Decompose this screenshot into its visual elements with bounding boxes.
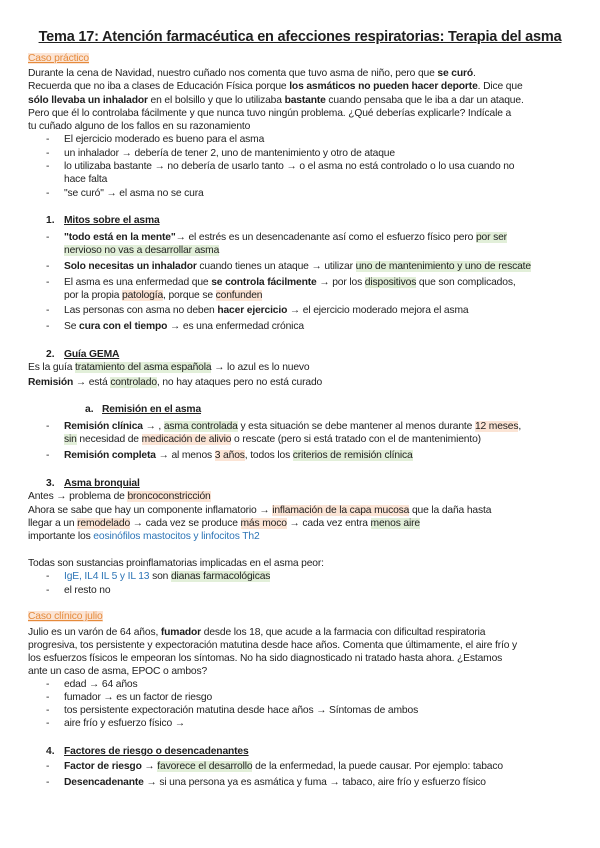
bullet-dash: - (46, 705, 50, 716)
list-item: edad → 64 años (64, 679, 138, 690)
bullet-dash: - (46, 450, 50, 461)
paragraph-line: importante los eosinófilos mastocitos y linfocitos Th2 (28, 531, 260, 542)
bullet-dash: - (46, 692, 50, 703)
bullet-dash: - (46, 679, 50, 690)
paragraph-line: Ahora se sabe que hay un componente inflamatorio → inflamación de la capa mucosa que la daña hasta (28, 505, 492, 516)
paragraph-line: ante un caso de asma, EPOC o ambos? (28, 666, 208, 677)
bullet-dash: - (46, 134, 50, 145)
subsection-letter: a. (85, 404, 94, 415)
paragraph-line: Durante la cena de Navidad, nuestro cuñado nos comenta que tuvo asma de niño, pero que se curó. (28, 68, 476, 79)
section-number: 1. (46, 215, 55, 226)
list-item: Solo necesitas un inhalador cuando tienes un ataque → utilizar uno de mantenimiento y uno de rescate (64, 261, 531, 272)
section-heading-guia-gema: Guía GEMA (64, 349, 120, 360)
list-item: El ejercicio moderado es bueno para el asma (64, 134, 265, 145)
list-item-continuation: nervioso no vas a desarrollar asma (64, 245, 220, 256)
paragraph-line: los esfuerzos físicos le empeoran los síntomas. No ha sido diagnosticado ni tratado hasta ahora. ¿Estamos (28, 653, 503, 664)
page-title: Tema 17: Atención farmacéutica en afecciones respiratorias: Terapia del asma (38, 29, 562, 45)
list-item: Factor de riesgo → favorece el desarrollo de la enfermedad, la puede causar. Por ejemplo: tabaco (64, 761, 503, 772)
section-heading-asma-bronquial: Asma bronquial (64, 478, 140, 489)
list-item: Las personas con asma no deben hacer ejercicio → el ejercicio moderado mejora el asma (64, 305, 469, 316)
paragraph-line: Todas son sustancias proinflamatorias implicadas en el asma peor: (28, 558, 324, 569)
list-item-continuation: por la propia patología, porque se confunden (64, 290, 263, 301)
paragraph-line: tu cuñado alguno de los fallos en su razonamiento (28, 121, 251, 132)
section-number: 4. (46, 746, 55, 757)
list-item: un inhalador → debería de tener 2, uno de mantenimiento y otro de ataque (64, 148, 395, 159)
section-heading-factores: Factores de riesgo o desencadenantes (64, 746, 249, 757)
list-item: "se curó" → el asma no se cura (64, 188, 204, 199)
list-item: "todo está en la mente"→ el estrés es un desencadenante así como el esfuerzo físico pero por ser (64, 232, 507, 243)
bullet-dash: - (46, 761, 50, 772)
bullet-dash: - (46, 718, 50, 729)
list-item: El asma es una enfermedad que se controla fácilmente → por los dispositivos que son complicados, (64, 277, 516, 288)
list-item: Remisión completa → al menos 3 años, todos los criterios de remisión clínica (64, 450, 413, 461)
bullet-dash: - (46, 421, 50, 432)
paragraph-line: progresiva, tos persistente y expectoración matutina desde hace años. Comenta que últimamente, el aire frío y (28, 640, 518, 651)
list-item: lo utilizaba bastante → no debería de usarlo tanto → o el asma no está controlado o lo usa cuando no (64, 161, 515, 172)
paragraph-line: Julio es un varón de 64 años, fumador desde los 18, que acude a la farmacia con dificultad respiratoria (28, 627, 486, 638)
bullet-dash: - (46, 777, 50, 788)
bullet-dash: - (46, 321, 50, 332)
paragraph-line: Recuerda que no iba a clases de Educación Física porque los asmáticos no pueden hacer deporte. Dice que (28, 81, 523, 92)
section-number: 3. (46, 478, 55, 489)
bullet-dash: - (46, 571, 50, 582)
paragraph-line: Remisión → está controlado, no hay ataques pero no está curado (28, 377, 323, 388)
list-item: Remisión clínica → , asma controlada y esta situación se debe mantener al menos durante 12 meses, (64, 421, 522, 432)
list-item-continuation: hace falta (64, 174, 108, 185)
bullet-dash: - (46, 161, 50, 172)
paragraph-line: Pero que él lo controlaba fácilmente y que nunca tuvo ningún problema. ¿Qué deberías explicarle? Indícale a (28, 108, 512, 119)
list-item: Se cura con el tiempo → es una enfermedad crónica (64, 321, 304, 332)
list-item: fumador → es un factor de riesgo (64, 692, 213, 703)
bullet-dash: - (46, 261, 50, 272)
bullet-dash: - (46, 305, 50, 316)
paragraph-line: llegar a un remodelado → cada vez se produce más moco → cada vez entra menos aire (28, 518, 420, 529)
list-item-continuation: sin necesidad de medicación de alivio o rescate (pero si está tratado con el de mantenimiento) (64, 434, 481, 445)
list-item: IgE, IL4 IL 5 y IL 13 son dianas farmacológicas (64, 571, 271, 582)
section-heading-caso-practico: Caso práctico (28, 53, 90, 64)
bullet-dash: - (46, 277, 50, 288)
list-item: el resto no (64, 585, 111, 596)
section-number: 2. (46, 349, 55, 360)
bullet-dash: - (46, 148, 50, 159)
list-item: Desencadenante → si una persona ya es asmática y fuma → tabaco, aire frío y esfuerzo físico (64, 777, 486, 788)
bullet-dash: - (46, 585, 50, 596)
list-item: aire frío y esfuerzo físico → (64, 718, 185, 729)
paragraph-line: Antes → problema de broncoconstricción (28, 491, 211, 502)
paragraph-line: sólo llevaba un inhalador en el bolsillo y que lo utilizaba bastante cuando pensaba que le iba a dar un ataque. (28, 95, 524, 106)
section-heading-mitos: Mitos sobre el asma (64, 215, 160, 226)
section-heading-caso-julio: Caso clínico julio (28, 611, 103, 622)
bullet-dash: - (46, 188, 50, 199)
subsection-heading-remision: Remisión en el asma (102, 404, 202, 415)
bullet-dash: - (46, 232, 50, 243)
paragraph-line: Es la guía tratamiento del asma española → lo azul es lo nuevo (28, 362, 310, 373)
list-item: tos persistente expectoración matutina desde hace años → Síntomas de ambos (64, 705, 419, 716)
